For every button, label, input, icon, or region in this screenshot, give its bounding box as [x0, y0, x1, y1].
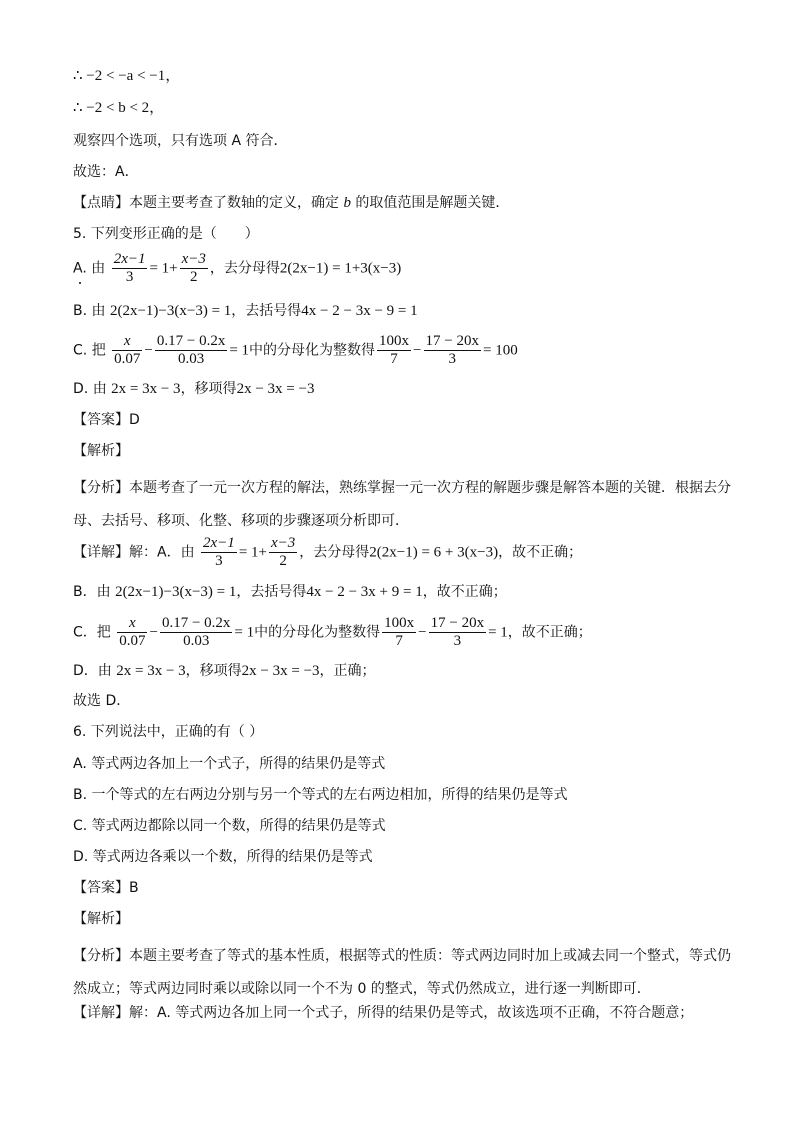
q5-option-d: D. 由 2x = 3x − 3，移项得2x − 3x = −3 [73, 381, 315, 397]
q5-answer [73, 410, 140, 430]
fraction: $\frac{17 - 20x}{3}$ [430, 615, 485, 649]
dianjing-tag: 【点睛】 [73, 195, 129, 211]
q5-detail-b: B．由 2(2x−1)−3(x−3) = 1，去括号得4x − 2 − 3x + 9 = 1，故不正确； [73, 584, 507, 600]
dianjing-text-b: 的取值范围是解题关键． [350, 195, 510, 211]
fenxi-text: 本题考查了一元一次方程的解法，熟练掌握一元一次方程的解题步骤是解答本题的关键．根据去分母、去括号、移项、化整、移项的步骤逐项分析即可． [73, 480, 731, 529]
stray-dot [79, 282, 81, 284]
fraction: $\frac{17 - 20x}{3}$ [425, 333, 479, 367]
option-result: 2(2x−1) = 1+3(x−3) [279, 260, 402, 277]
q6-option-d: D. 等式两边各乘以一个数，所得的结果仍是等式 [73, 849, 373, 865]
variable-b: b [343, 195, 351, 211]
xiangjie-tag: 【详解】 [73, 1005, 129, 1021]
dianjing-text-a: 本题主要考查了数轴的定义，确定 [129, 195, 344, 211]
q5-option-c: C. 把 $\frac{x}{0.07}$ − $\frac{0.17 - 0.2x}{0.03}$ = 1中的分母化为整数得 $\frac{100x}{7}$ − $\frac{17 - 20x}{3}$ = 100 [73, 333, 518, 367]
fraction: $\frac{x}{0.07}$ [119, 615, 146, 649]
q5-final-choice: 故选 D． [73, 693, 131, 709]
fenxi-text: 本题主要考查了等式的基本性质，根据等式的性质：等式两边同时加上或减去同一个整式，等式仍然成立；等式两边同时乘以或除以同一个不为 0 的整式，等式仍然成立，进行逐一判断即可． [73, 948, 731, 997]
fraction: $\frac{2x-1}{3}$ [113, 251, 146, 285]
q6-stem: 6. 下列说法中，正确的有（ ） [73, 724, 264, 740]
inequality-line-1: ∴ −2 < −a < −1， [73, 68, 181, 84]
q6-option-b: B. 一个等式的左右两边分别与另一个等式的左右两边相加，所得的结果仍是等式 [73, 787, 568, 803]
detail-text: 解：A. 等式两边各加上同一个式子，所得的结果仍是等式，故该选项不正确，不符合题意； [129, 1005, 694, 1021]
dianjing-paragraph [73, 193, 509, 213]
q6-fenxi [73, 940, 734, 1006]
q5-stem: 5. 下列变形正确的是（ ） [73, 226, 259, 242]
q6-answer [73, 878, 139, 898]
q6-detail-a [73, 1003, 693, 1023]
answer-tag: 【答案】 [73, 880, 129, 896]
q6-option-c: C. 等式两边都除以同一个数，所得的结果仍是等式 [73, 818, 386, 834]
choice-text: 故选：A． [73, 164, 139, 180]
option-pre: 由 [91, 260, 106, 277]
fraction: $\frac{x-3}{2}$ [270, 535, 296, 569]
q5-detail-d: D．由 2x = 3x − 3，移项得2x − 3x = −3，正确； [73, 663, 376, 679]
q5-option-b: B. 由 2(2x−1)−3(x−3) = 1，去括号得4x − 2 − 3x − 9 = 1 [73, 303, 418, 319]
fraction: $\frac{x-3}{2}$ [181, 251, 206, 285]
answer-value: B [129, 880, 139, 896]
q5-detail-c: C．把 $\frac{x}{0.07}$ − $\frac{0.17 - 0.2x}{0.03}$ = 1中的分母化为整数得 $\frac{100x}{7}$ − $\frac{17 - 20x}{3}$ = 1，故不正确； [73, 615, 592, 649]
q5-detail-a: 【详解】解：A．由 $\frac{2x-1}{3}$ = 1+ $\frac{x-3}{2}$ ，去分母得2(2x−1) = 6 + 3(x−3)，故不正确； [73, 535, 583, 569]
q5-jiexi-tag: 【解析】 [73, 443, 129, 459]
q6-jiexi-tag: 【解析】 [73, 911, 129, 927]
fraction: $\frac{0.17 - 0.2x}{0.03}$ [156, 333, 226, 367]
inequality-line-2: ∴ −2 < b < 2， [73, 100, 165, 116]
fraction: $\frac{100x}{7}$ [379, 333, 410, 367]
observation-text: 观察四个选项，只有选项 A 符合． [73, 133, 288, 149]
fraction: $\frac{0.17 - 0.2x}{0.03}$ [161, 615, 231, 649]
q5-option-a: A. 由 $\frac{2x-1}{3}$ = 1+ $\frac{x-3}{2}$ ，去分母得2(2x−1) = 1+3(x−3) [73, 251, 402, 285]
fraction: $\frac{100x}{7}$ [384, 615, 415, 649]
fenxi-tag: 【分析】 [73, 480, 129, 496]
q6-option-a: A. 等式两边各加上一个式子，所得的结果仍是等式 [73, 756, 386, 772]
q5-fenxi [73, 472, 734, 538]
answer-tag: 【答案】 [73, 412, 129, 428]
option-label: A. [73, 260, 87, 277]
fenxi-tag: 【分析】 [73, 948, 129, 964]
xiangjie-tag: 【详解】 [73, 544, 129, 561]
fraction: $\frac{x}{0.07}$ [114, 333, 141, 367]
answer-value: D [129, 412, 140, 428]
fraction: $\frac{2x-1}{3}$ [203, 535, 235, 569]
